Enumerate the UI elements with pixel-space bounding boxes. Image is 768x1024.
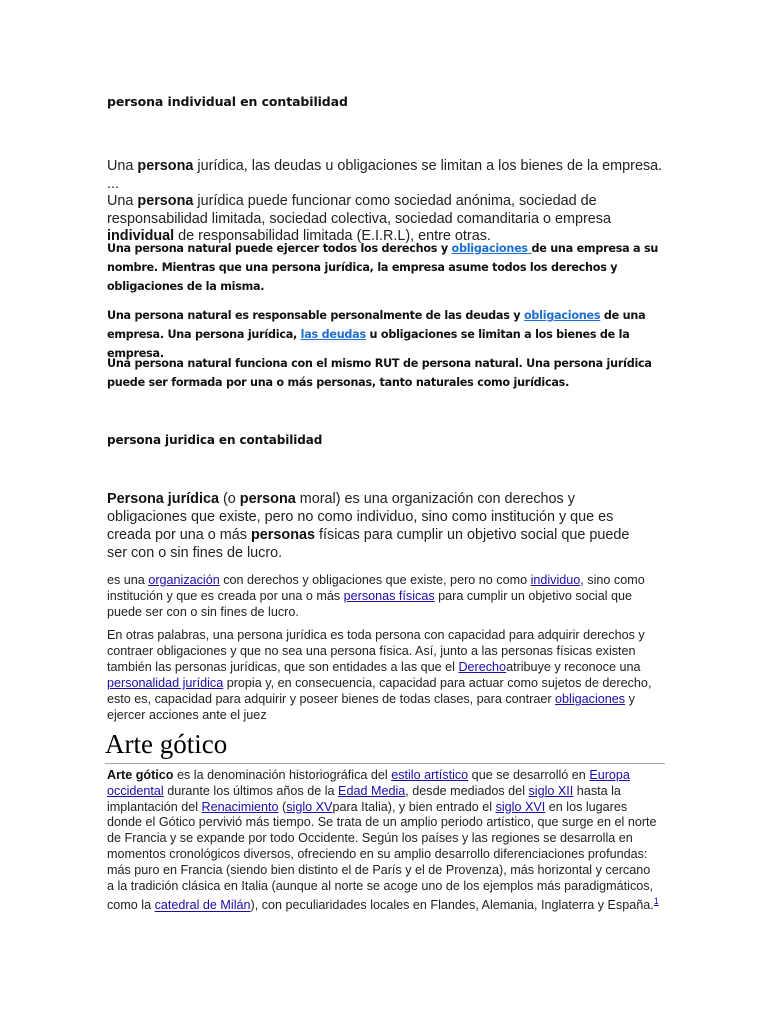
text: ), con peculiaridades locales en Flandes, Alemania, Inglaterra y España. [250,898,654,913]
text: jurídica puede funcionar como sociedad anónima, sociedad de responsabilidad limitada, sociedad colectiva, sociedad comanditaria o empresa [107,193,611,227]
bold-text: Arte gótico [107,768,174,782]
text: que se desarrolló en [468,768,590,782]
text: atribuye y reconoce una [506,660,641,674]
bold-text: individual [107,228,175,245]
text: hasta la implantación del [107,783,621,814]
bold-text: personas [251,527,315,543]
link-estilo-artistico[interactable]: estilo artístico [391,768,469,782]
text: Una [107,158,138,174]
link-obligaciones[interactable]: obligaciones [451,242,532,255]
paragraph-persona-juridica-intro [107,158,672,246]
text: moral) es una organización con derechos y obligaciones que existe, pero no como individuo, sino como institución y que es creada por una o más [107,491,614,543]
paragraph-otras-palabras [107,627,659,723]
link-obligaciones[interactable]: obligaciones [523,309,601,322]
text: , desde mediados del [405,783,529,798]
text: Una [107,193,138,210]
text: Una persona natural es responsable personalmente de las deudas y [107,309,524,322]
text: jurídica, las deudas u obligaciones se limitan a los bienes de la empresa. ... [107,158,663,192]
text: propia y, en consecuencia, capacidad para actuar como sujetos de derecho, esto es, capacidad para adquirir y poseer bienes de todas clases, para contraer [107,676,652,706]
text: , sino como institución y que es creada por una o más [107,573,645,603]
bold-text: persona [137,158,194,174]
text: (o [218,491,240,507]
link-catedral-de-milan[interactable]: catedral de Milán [154,898,251,913]
bold-text: persona [239,491,296,507]
text: En otras palabras, una persona jurídica es toda persona con capacidad para adquirir derechos y contraer obligaciones y que no sea una persona física. Así, junto a las personas físicas existen también las personas jurídicas, que son entidades a las que el [107,628,645,674]
link-personalidad-juridica[interactable]: personalidad jurídica [107,676,224,690]
text: para cumplir un objetivo social que puede ser con o sin fines de lucro. [107,588,633,619]
heading-persona-individual: persona individual en contabilidad [107,94,348,109]
link-obligaciones[interactable]: obligaciones [555,692,626,706]
text: Una persona natural puede ejercer todos los derechos y [107,242,452,255]
link-personas-fisicas[interactable]: personas físicas [343,588,435,603]
link-europa-occidental[interactable]: Europa occidental [107,768,630,798]
bold-text: persona [137,193,194,210]
link-siglo-xii[interactable]: siglo XII [528,783,574,798]
text: con derechos y obligaciones que existe, pero no como [219,573,531,587]
footnote-link[interactable]: 1 [653,896,659,907]
heading-persona-juridica: persona juridica en contabilidad [107,433,323,447]
link-derecho[interactable]: Derecho [458,660,507,674]
paragraph-persona-juridica-definicion [107,490,652,562]
paragraph-persona-natural-rut: Una persona natural funciona con el mismo RUT de persona natural. Una persona jurídica puede ser formada por una o más personas, tanto naturales como jurídicas. [107,357,652,389]
text: ( [278,799,287,814]
text: en los lugares donde el Gótico pervivió más tiempo. Se trata de un amplio periodo artístico, que surge en el norte de Francia y se expande por todo Occidente. Según los países y las regiones se desarrolla en momentos cronológicos diversos, ofreciendo en su amplio desarrollo diferenciaciones profundas: más puro en Francia (siendo bien distinto el de París y el de Provenza), más horizontal y cercano a la tradición clásica en Italia (aunque al norte se acoge uno de los ejemplos más paradigmáticos, como la [107,799,657,913]
text: de una empresa. Una persona jurídica, [107,309,646,341]
text: físicas para cumplir un objetivo social que puede ser con o sin fines de lucro. [107,527,630,561]
text: de una empresa a su nombre. Mientras que una persona jurídica, la empresa asume todos los derechos y obligaciones de la misma. [107,242,659,293]
link-siglo-xv[interactable]: siglo XV [286,799,333,814]
text: durante los últimos años de la [163,783,339,798]
text: u obligaciones se limitan a los bienes de la empresa. [107,328,630,360]
bold-text: Persona jurídica [107,491,219,507]
link-las-deudas[interactable]: las deudas [300,328,366,341]
text: para Italia), y bien entrado el [332,799,496,814]
link-siglo-xvi[interactable]: siglo XVI [495,799,546,814]
text: y ejercer acciones ante el juez [107,692,635,722]
paragraph-arte-gotico [107,768,659,914]
link-organizacion[interactable]: organización [148,573,220,587]
text: es la denominación historiográfica del [173,768,392,782]
text: de responsabilidad limitada (E.I.R.L), entre otras. [174,228,491,245]
title-arte-gotico: Arte gótico [105,729,665,764]
text: es una [107,573,149,587]
paragraph-organizacion [107,573,652,620]
paragraph-persona-natural-derechos [107,239,672,296]
link-individuo[interactable]: individuo [530,573,581,587]
link-renacimiento[interactable]: Renacimiento [201,799,279,814]
link-edad-media[interactable]: Edad Media [338,783,406,798]
